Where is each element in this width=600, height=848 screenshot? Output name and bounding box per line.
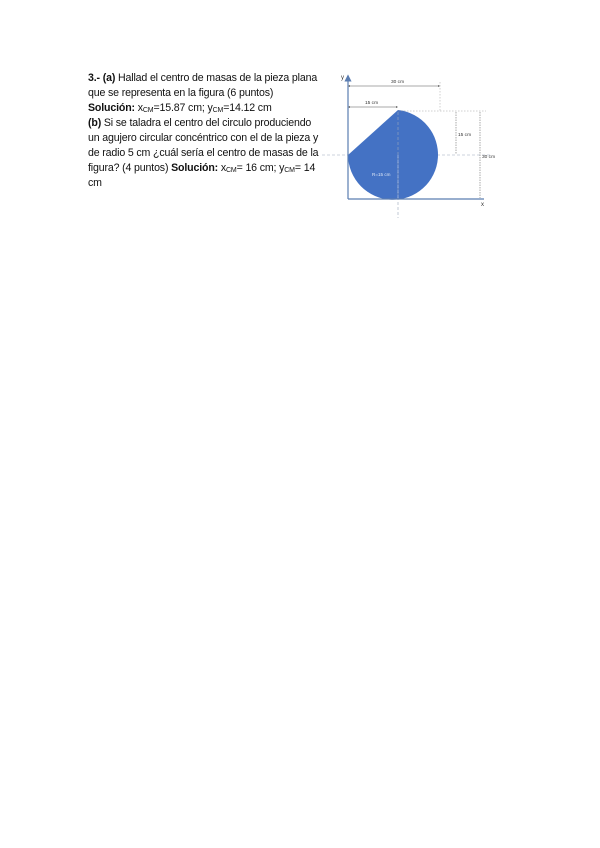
problem-statement xyxy=(88,71,320,191)
part-a-x-var: x xyxy=(137,102,143,114)
part-a-x-sub: CM xyxy=(142,107,154,114)
part-a-y-var: y xyxy=(207,102,213,114)
dim-right-upper: 15 cm xyxy=(458,133,472,138)
part-a-label: (a) xyxy=(102,72,116,84)
problem-number: 3.- xyxy=(88,72,100,84)
part-b-solution-label: Solución: xyxy=(171,162,219,174)
part-a xyxy=(88,71,320,116)
part-a-y-value: =14.12 cm xyxy=(223,102,272,114)
dim-offset-x: 15 cm xyxy=(365,101,379,106)
x-axis-label: x xyxy=(481,202,484,208)
part-b-x-var: x xyxy=(220,162,227,174)
part-b-text: Si se taladra el centro del circulo produciendo un agujero circular concéntrico con el de la pieza y de radio 5 cm ¿cuál sería el centro de masas de la figura? (4 puntos) xyxy=(88,117,319,174)
radius-label: R=15 cm xyxy=(372,172,391,177)
dim-top-width: 30 cm xyxy=(391,80,405,85)
piece-shape xyxy=(348,110,438,200)
part-a-solution-label: Solución: xyxy=(88,102,135,114)
part-a-x-value: =15.87 cm; xyxy=(153,102,208,114)
part-b-y-value: = 14 cm xyxy=(88,162,316,189)
part-a-text: Hallad el centro de masas de la pieza plana que se representa en la figura (6 puntos) xyxy=(88,72,318,99)
part-b-x-value: = 16 cm; xyxy=(236,162,280,174)
y-axis-label: y xyxy=(341,75,344,81)
dim-right-total: 30 cm xyxy=(482,155,496,160)
part-b xyxy=(88,116,320,191)
part-b-label: (b) xyxy=(88,117,102,129)
part-b-y-sub: CM xyxy=(284,167,295,174)
part-b-x-sub: CM xyxy=(226,167,237,174)
shape-diagram xyxy=(320,70,510,220)
part-b-y-var: y xyxy=(279,162,285,174)
part-a-y-sub: CM xyxy=(212,107,224,114)
